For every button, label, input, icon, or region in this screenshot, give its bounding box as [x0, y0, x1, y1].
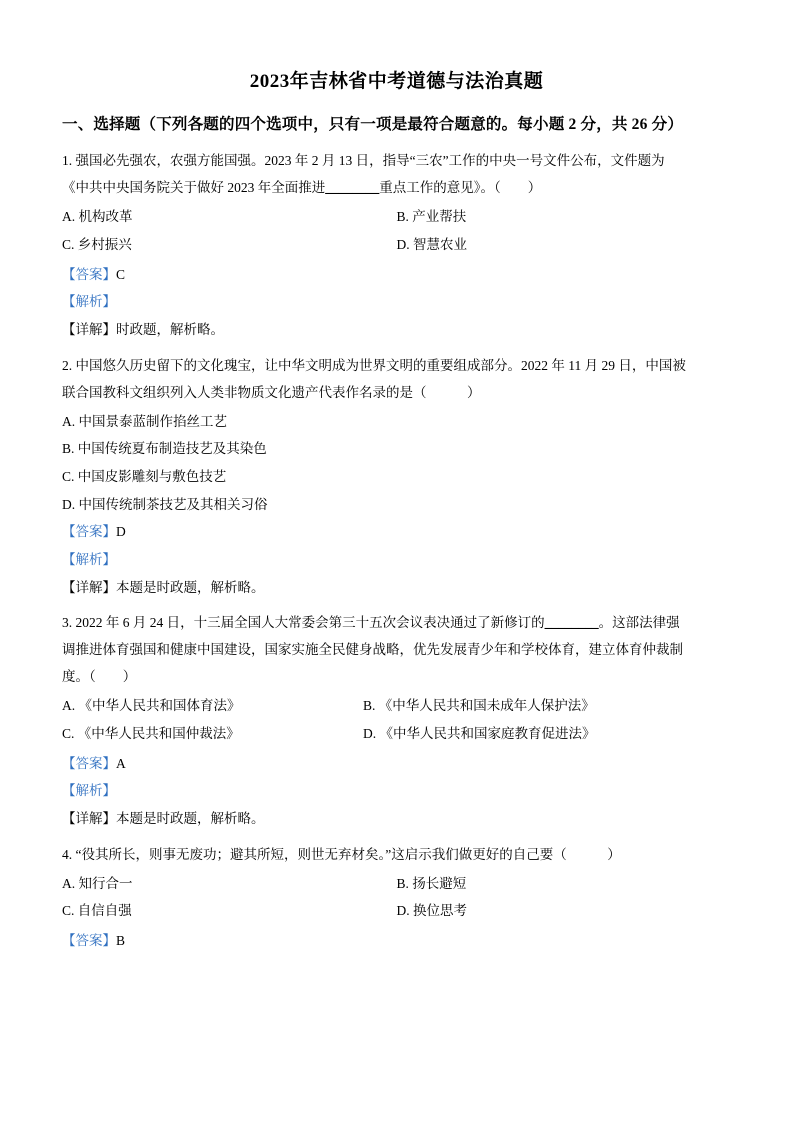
- option-2-d[interactable]: D. 中国传统制茶技艺及其相关习俗: [62, 496, 268, 512]
- option-3-b[interactable]: B. 《中华人民共和国未成年人保护法》: [363, 698, 595, 714]
- option-1-c[interactable]: C. 乡村振兴: [62, 236, 132, 252]
- question-stem-3: [62, 609, 731, 690]
- question-block-1: [62, 147, 731, 343]
- question-stem-1-line2-post: 重点工作的意见》。（ ）: [379, 180, 542, 196]
- question-block-3: [62, 609, 731, 832]
- answer-line-3: [62, 750, 731, 778]
- question-stem-2: [62, 352, 731, 406]
- option-3-d[interactable]: D. 《中华人民共和国家庭教育促进法》: [363, 726, 596, 742]
- question-block-2: [62, 352, 731, 602]
- options-list-4: [62, 870, 731, 925]
- option-1-a[interactable]: A. 机构改革: [62, 209, 133, 225]
- detail-value-3: 本题是时政题，解析略。: [116, 811, 265, 827]
- option-4-c[interactable]: C. 自信自强: [62, 903, 132, 919]
- question-stem-4: [62, 841, 731, 868]
- answer-line-4: [62, 927, 731, 955]
- answer-line-1: [62, 261, 731, 289]
- answer-value-4: B: [116, 933, 126, 949]
- detail-line-1: [62, 316, 731, 344]
- option-2-b[interactable]: B. 中国传统夏布制造技艺及其染色: [62, 441, 267, 457]
- question-stem-2-line2: 联合国教科文组织列入人类非物质文化遗产代表作名录的是（ ）: [62, 384, 481, 400]
- question-stem-1-blank: ________: [325, 180, 380, 196]
- answer-value-2: D: [116, 524, 126, 540]
- question-stem-2-line1: 2. 中国悠久历史留下的文化瑰宝，让中华文明成为世界文明的重要组成部分。2022 年 11 月 29 日，中国被: [62, 357, 686, 373]
- answer-label-2: 【答案】: [62, 524, 116, 540]
- options-list-3: [62, 692, 731, 747]
- question-stem-1: [62, 147, 731, 201]
- detail-line-2: [62, 574, 731, 602]
- option-2-a[interactable]: A. 中国景泰蓝制作掐丝工艺: [62, 413, 227, 429]
- question-stem-3-line1-post: 。这部法律强: [598, 615, 680, 631]
- detail-label-3: 【详解】: [62, 811, 116, 827]
- detail-label-2: 【详解】: [62, 579, 116, 595]
- analysis-line-3: [62, 777, 731, 805]
- question-stem-1-line2-pre: 《中共中央国务院关于做好 2023 年全面推进: [62, 180, 326, 196]
- detail-value-1: 时政题，解析略。: [116, 321, 224, 337]
- options-list-1: [62, 203, 731, 258]
- detail-line-3: [62, 805, 731, 833]
- answer-label-3: 【答案】: [62, 755, 116, 771]
- analysis-line-1: [62, 288, 731, 316]
- question-block-4: [62, 841, 731, 955]
- option-4-b[interactable]: B. 扬长避短: [396, 875, 467, 891]
- answer-line-2: [62, 518, 731, 546]
- option-2-c[interactable]: C. 中国皮影雕刻与敷色技艺: [62, 469, 227, 484]
- analysis-label-1: 【解析】: [62, 294, 116, 310]
- question-stem-3-blank: ________: [544, 615, 599, 631]
- section-heading: 一、选择题（下列各题的四个选项中，只有一项是最符合题意的。每小题 2 分，共 26 分）: [62, 115, 684, 133]
- answer-value-1: C: [116, 266, 126, 282]
- option-1-b[interactable]: B. 产业帮扶: [396, 209, 467, 225]
- detail-label-1: 【详解】: [62, 321, 116, 337]
- analysis-label-3: 【解析】: [62, 783, 116, 799]
- page-title: 2023年吉林省中考道德与法治真题: [249, 71, 544, 92]
- question-stem-3-line2: 调推进体育强国和健康中国建设，国家实施全民健身战略，优先发展青少年和学校体育，建立体育仲裁制: [62, 642, 683, 658]
- answer-label-4: 【答案】: [62, 933, 116, 949]
- option-4-d[interactable]: D. 换位思考: [396, 903, 467, 919]
- question-stem-3-line3: 度。（ ）: [62, 669, 137, 685]
- detail-value-2: 本题是时政题，解析略。: [116, 579, 265, 595]
- option-1-d[interactable]: D. 智慧农业: [396, 236, 467, 252]
- analysis-label-2: 【解析】: [62, 552, 116, 568]
- question-stem-3-line1-pre: 3. 2022 年 6 月 24 日，十三届全国人大常委会第三十五次会议表决通过了新修订的: [62, 615, 545, 631]
- answer-label-1: 【答案】: [62, 266, 116, 282]
- question-stem-1-line1: 1. 强国必先强农，农强方能国强。2023 年 2 月 13 日，指导“三农”工作的中央一号文件公布，文件题为: [62, 153, 665, 169]
- option-3-a[interactable]: A. 《中华人民共和国体育法》: [62, 698, 241, 714]
- option-4-a[interactable]: A. 知行合一: [62, 875, 133, 891]
- option-3-c[interactable]: C. 《中华人民共和国仲裁法》: [62, 726, 240, 742]
- answer-value-3: A: [116, 755, 126, 771]
- analysis-line-2: [62, 546, 731, 574]
- question-stem-4-line1: 4. “役其所长，则事无废功；避其所短，则世无弃材矣。”这启示我们做更好的自己要（ ）: [62, 846, 621, 862]
- options-list-2: [62, 408, 731, 519]
